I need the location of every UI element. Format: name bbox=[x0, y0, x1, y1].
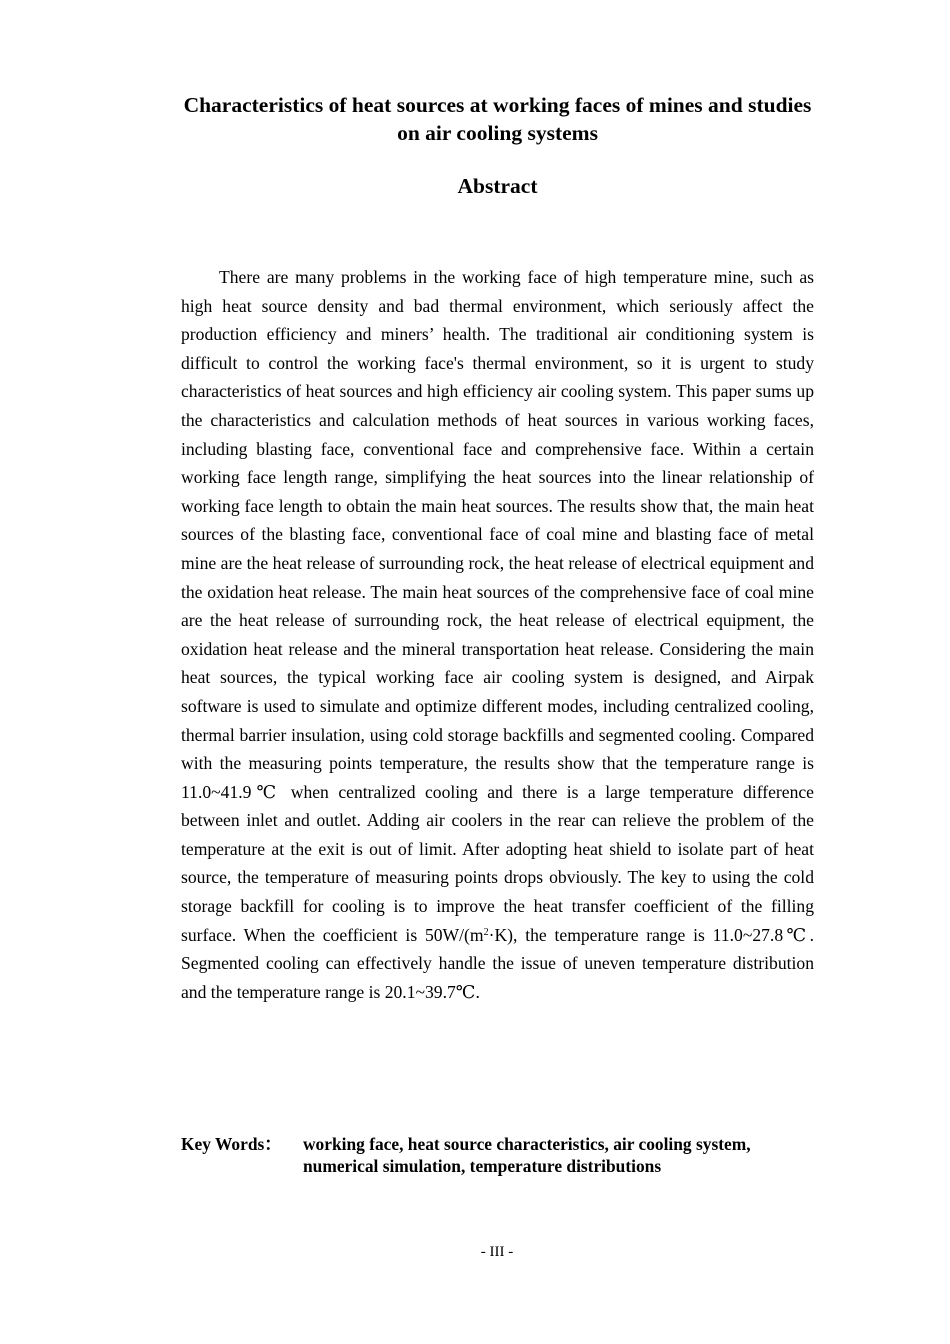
page-number: - III - bbox=[480, 1244, 514, 1260]
keywords-list: working face, heat source characteristics, air cooling system, numerical simulation, temperature distributions bbox=[303, 1134, 751, 1176]
keywords-label: Key Words： bbox=[181, 1134, 282, 1154]
page-title: Characteristics of heat sources at working faces of mines and studies on air cooling systems bbox=[183, 93, 812, 145]
abstract-superscript: 2 bbox=[483, 926, 489, 938]
abstract-heading: Abstract bbox=[457, 174, 538, 198]
abstract-text-part-2: ·K), the temperature range is 11.0~27.8℃. Segmented cooling can effectively handle the issue of uneven temperature distribution and the temperature range is 20.1~39.7℃. bbox=[181, 924, 814, 1002]
abstract-text-part-1: There are many problems in the working face of high temperature mine, such as high heat source density and bad thermal environment, which seriously affect the production efficiency and miners’ health. The traditional air conditioning system is difficult to control the working face's thermal environment, so it is urgent to study characteristics of heat sources and high efficiency air cooling system. This paper sums up the characteristics and calculation methods of heat sources in various working faces, including blasting face, conventional face and comprehensive face. Within a certain working face length range, simplifying the heat sources into the linear relationship of working face length to obtain the main heat sources. The results show that, the main heat sources of the blasting face, conventional face of coal mine and blasting face of metal mine are the heat release of surrounding rock, the heat release of electrical equipment and the oxidation heat release. The main heat sources of the comprehensive face of coal mine are the heat release of surrounding rock, the heat release of electrical equipment, the oxidation heat release and the mineral transportation heat release. Considering the main heat sources, the typical working face air cooling system is designed, and Airpak software is used to simulate and optimize different modes, including centralized cooling, thermal barrier insulation, using cold storage backfills and segmented cooling. Compared with the measuring points temperature, the results show that the temperature range is 11.0~41.9℃ when centralized cooling and there is a large temperature difference between inlet and outlet. Adding air coolers in the rear can relieve the problem of the temperature at the exit is out of limit. After adopting heat shield to isolate part of heat source, the temperature of measuring points drops obviously. The key to using the cold storage backfill for cooling is to improve the heat transfer coefficient of the filling surface. When the coefficient is 50W/(m bbox=[181, 267, 814, 945]
keywords-section bbox=[181, 1133, 821, 1177]
abstract-paragraph bbox=[181, 263, 814, 1006]
